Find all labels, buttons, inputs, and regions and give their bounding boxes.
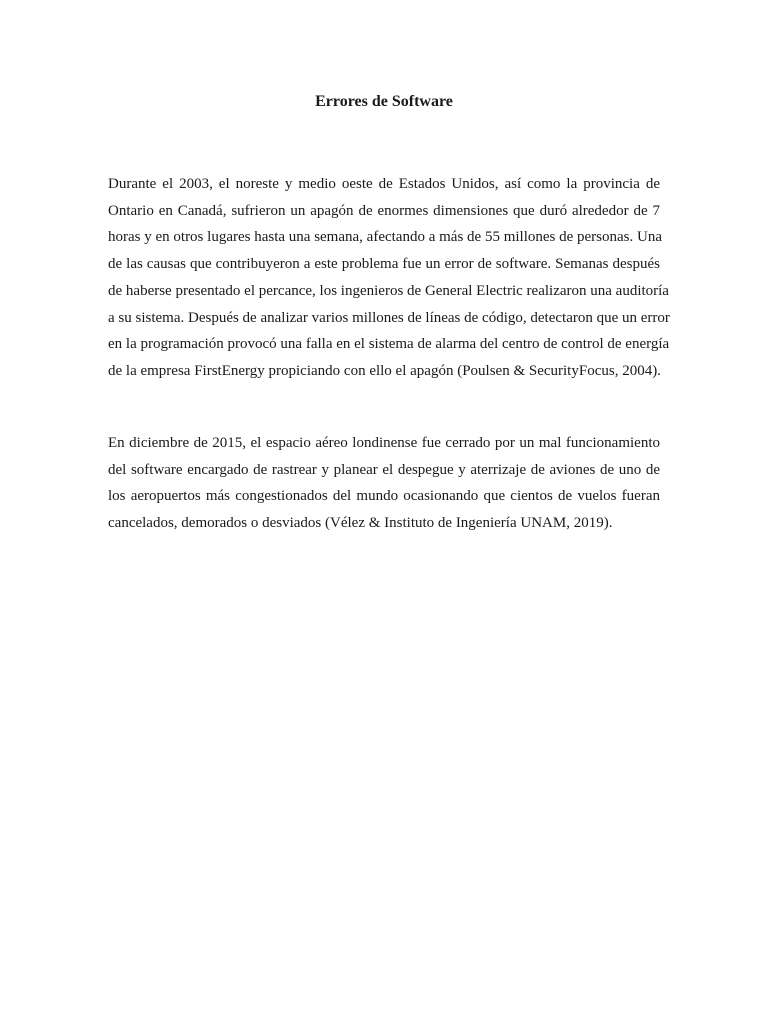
paragraph-line: cancelados, demorados o desviados (Vélez & Instituto de Ingeniería UNAM, 2019). [108, 515, 613, 532]
paragraph-line: los aeropuertos más congestionados del mundo ocasionando que cientos de vuelos fueran [108, 488, 660, 505]
document-title: Errores de Software [315, 93, 453, 110]
paragraph-line: Ontario en Canadá, sufrieron un apagón de enormes dimensiones que duró alrededor de 7 [108, 202, 660, 219]
paragraph-line: Durante el 2003, el noreste y medio oeste de Estados Unidos, así como la provincia de [108, 176, 660, 192]
paragraph-line: horas y en otros lugares hasta una semana, afectando a más de 55 millones de personas. Una [108, 229, 662, 246]
paragraph-line: del software encargado de rastrear y planear el despegue y aterrizaje de aviones de uno de [108, 461, 660, 478]
paragraph-line: de la empresa FirstEnergy propiciando con ello el apagón (Poulsen & SecurityFocus, 2004). [108, 362, 661, 379]
paragraph-line: de haberse presentado el percance, los ingenieros de General Electric realizaron una auditoría [108, 282, 669, 299]
paragraph-line: en la programación provocó una falla en el sistema de alarma del centro de control de energía [108, 336, 670, 353]
paragraph-2015-london-airspace [108, 430, 660, 537]
paragraph-line: a su sistema. Después de analizar varios millones de líneas de código, detectaron que un error [108, 309, 670, 326]
paragraph-line: En diciembre de 2015, el espacio aéreo londinense fue cerrado por un mal funcionamiento [108, 435, 660, 451]
paragraph-line: de las causas que contribuyeron a este problema fue un error de software. Semanas después [108, 256, 660, 273]
paragraph-2003-blackout [108, 171, 670, 385]
